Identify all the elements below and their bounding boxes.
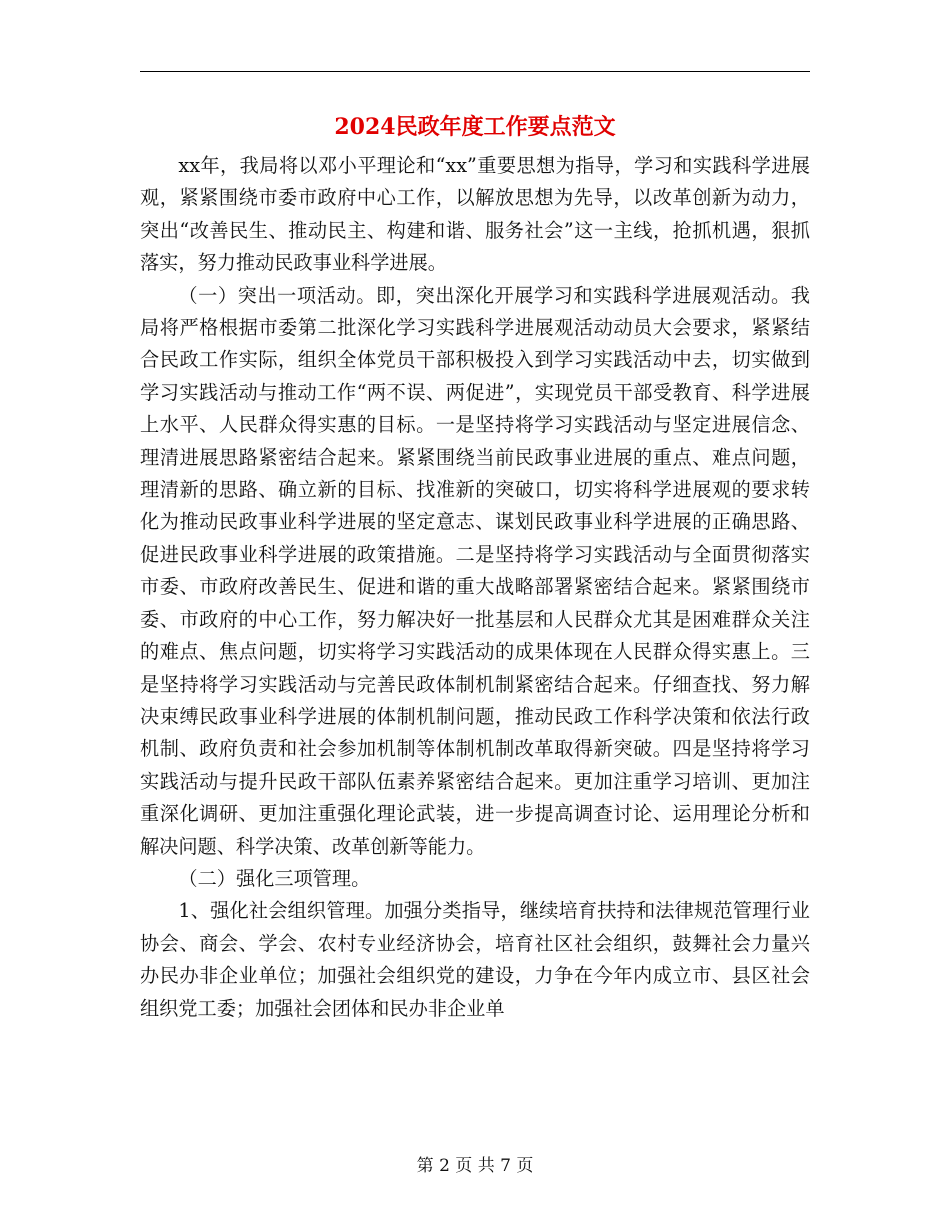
paragraph-section-two-heading: （二）强化三项管理。 (178, 866, 371, 890)
paragraph-section-one: （一）突出一项活动。即，突出深化开展学习和实践科学进展观活动。我局将严格根据市委第二批深化学习实践科学进展观活动动员大会要求，紧紧结合民政工作实际，组织全体党员干部积极投入到学习实践活动中去，切实做到学习实践活动与推动工作“两不误、两促进”，实现党员干部受教育、科学进展上水平、人民群众得实惠的目标。一是坚持将学习实践活动与坚定进展信念、理清进展思路紧密结合起来。紧紧围绕当前民政事业进展的重点、难点问题，理清新的思路、确立新的目标、找准新的突破口，切实将科学进展观的要求转化为推动民政事业科学进展的坚定意志、谋划民政事业科学进展的正确思路、促进民政事业科学进展的政策措施。二是坚持将学习实践活动与全面贯彻落实市委、市政府改善民生、促进和谐的重大战略部署紧密结合起来。紧紧围绕市委、市政府的中心工作，努力解决好一批基层和人民群众尤其是困难群众关注的难点、焦点问题，切实将学习实践活动的成果体现在人民群众得实惠上。三是坚持将学习实践活动与完善民政体制机制紧密结合起来。仔细查找、努力解决束缚民政事业科学进展的体制机制问题，推动民政工作科学决策和依法行政机制、政府负责和社会参加机制等体制机制改革取得新突破。四是坚持将学习实践活动与提升民政干部队伍素养紧密结合起来。更加注重学习培训、更加注重深化调研、更加注重强化理论武装，进一步提高调查讨论、运用理论分析和解决问题、科学决策、改革创新等能力。 (140, 283, 810, 858)
page-footer: 第 2 页 共 7 页 (416, 1156, 534, 1176)
document-title: 2024民政年度工作要点范文 (334, 114, 616, 140)
paragraph-item-one: 1、强化社会组织管理。加强分类指导，继续培育扶持和法律规范管理行业协会、商会、学会、农村专业经济协会，培育社区社会组织，鼓舞社会力量兴办民办非企业单位；加强社会组织党的建设，力争在今年内成立市、县区社会组织党工委；加强社会团体和民办非企业单 (140, 899, 810, 1020)
paragraph-intro: xx年，我局将以邓小平理论和“xx”重要思想为指导，学习和实践科学进展观，紧紧围绕市委市政府中心工作，以解放思想为先导，以改革创新为动力，突出“改善民生、推动民主、构建和谐、服务社会”这一主线，抢抓机遇，狠抓落实，努力推动民政事业科学进展。 (140, 154, 810, 275)
document-body (140, 150, 810, 1025)
header-rule (140, 71, 810, 72)
